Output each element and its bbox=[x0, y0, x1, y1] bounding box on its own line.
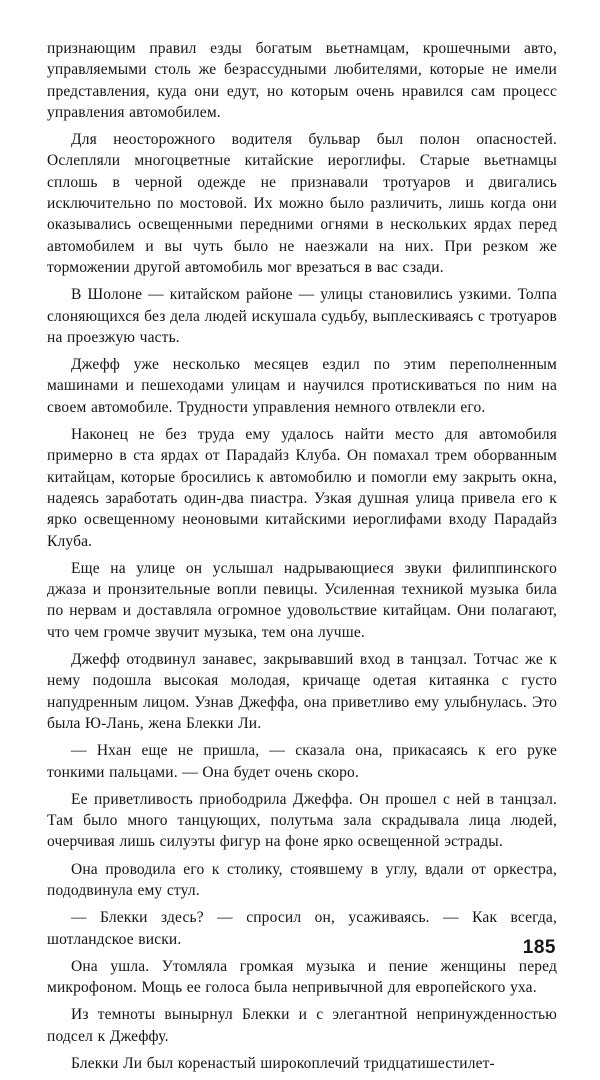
paragraph: Она ушла. Утомляла громкая музыка и пение женщины перед микрофоном. Мощь ее голоса была непривычной для европейского уха. bbox=[47, 957, 557, 997]
paragraph: — Блекки здесь? — спросил он, усаживаясь. — Как всегда, шотландское виски. bbox=[47, 909, 557, 948]
paragraph: Из темноты вынырнул Блекки и с элегантной непринужденностью подсел к Джеффу. bbox=[47, 1006, 557, 1045]
paragraph: Ее приветливость приободрила Джеффа. Он прошел с ней в танцзал. Там было много танцующих, полутьма зала скрадывала лица людей, очерчивая лишь силуэты фигур на фоне ярко освещенной эстрады. bbox=[47, 790, 557, 851]
paragraph: Еще на улице он услышал надрывающиеся звуки филиппинского джаза и пронзительные вопли певицы. Усиленная техникой музыка била по нервам и доставляла огромное удовольствие китайцам. Они полагают, что чем громче звучит музыка, тем она лучше. bbox=[47, 559, 557, 641]
paragraph: Блекки Ли был коренастый широкоплечий тридцатишестилет- bbox=[71, 1055, 495, 1073]
page-number: 185 bbox=[522, 937, 556, 958]
paragraph: — Нхан еще не пришла, — сказала она, прикасаясь к его руке тонкими пальцами. — Она будет очень скоро. bbox=[47, 742, 557, 781]
paragraph: Джефф отодвинул занавес, закрывавший вход в танцзал. Тотчас же к нему подошла высокая молодая, кричаще одетая китаянка с густо напудренным лицом. Узнав Джеффа, она приветливо ему улыбнулась. Это была Ю-Лань, жена Блекки Ли. bbox=[47, 651, 557, 732]
paragraph: Для неосторожного водителя бульвар был полон опасностей. Ослепляли многоцветные китайские иероглифы. Старые вьетнамцы сплошь в черной одежде не признавали тротуаров и двигались исключительно по мостовой. Их можно было различить, лишь когда они оказывались освещенными передними огнями в нескольких ярдах перед автомобилем и вы чуть было не наезжали на них. При резком же торможении другой автомобиль мог врезаться в вас сзади. bbox=[47, 131, 557, 276]
paragraph: Наконец не без труда ему удалось найти место для автомобиля примерно в ста ярдах от Парадайз Клуба. Он помахал трем оборванным китайцам, которые бросились к автомобилю и помогли ему закрыть окна, надеясь заработать один-два пиастра. Узкая душная улица привела его к ярко освещенному неоновыми китайскими иероглифами входу Парадайз Клуба. bbox=[47, 426, 557, 550]
paragraph: признающим правил езды богатым вьетнамцам, крошечными автo, управляемыми столь же безрассудными любителями, которые не имели представления, куда они едут, но которым очень нравился сам процесс управления автомобилем. bbox=[47, 40, 557, 121]
paragraph: Джефф уже несколько месяцев ездил по этим переполненным машинами и пешеходами улицам и научился протискиваться по ним на своем автомобиле. Трудности управления немного отвлекли его. bbox=[47, 356, 557, 416]
body-text bbox=[47, 38, 557, 1080]
paragraph: В Шолоне — китайском районе — улицы становились узкими. Толпа слоняющихся без дела людей искушала судьбу, выплескиваясь с тротуаров на проезжую часть. bbox=[47, 286, 557, 346]
paragraph: Она проводила его к столику, стоявшему в углу, вдали от оркестра, пододвинула ему стул. bbox=[47, 860, 557, 899]
